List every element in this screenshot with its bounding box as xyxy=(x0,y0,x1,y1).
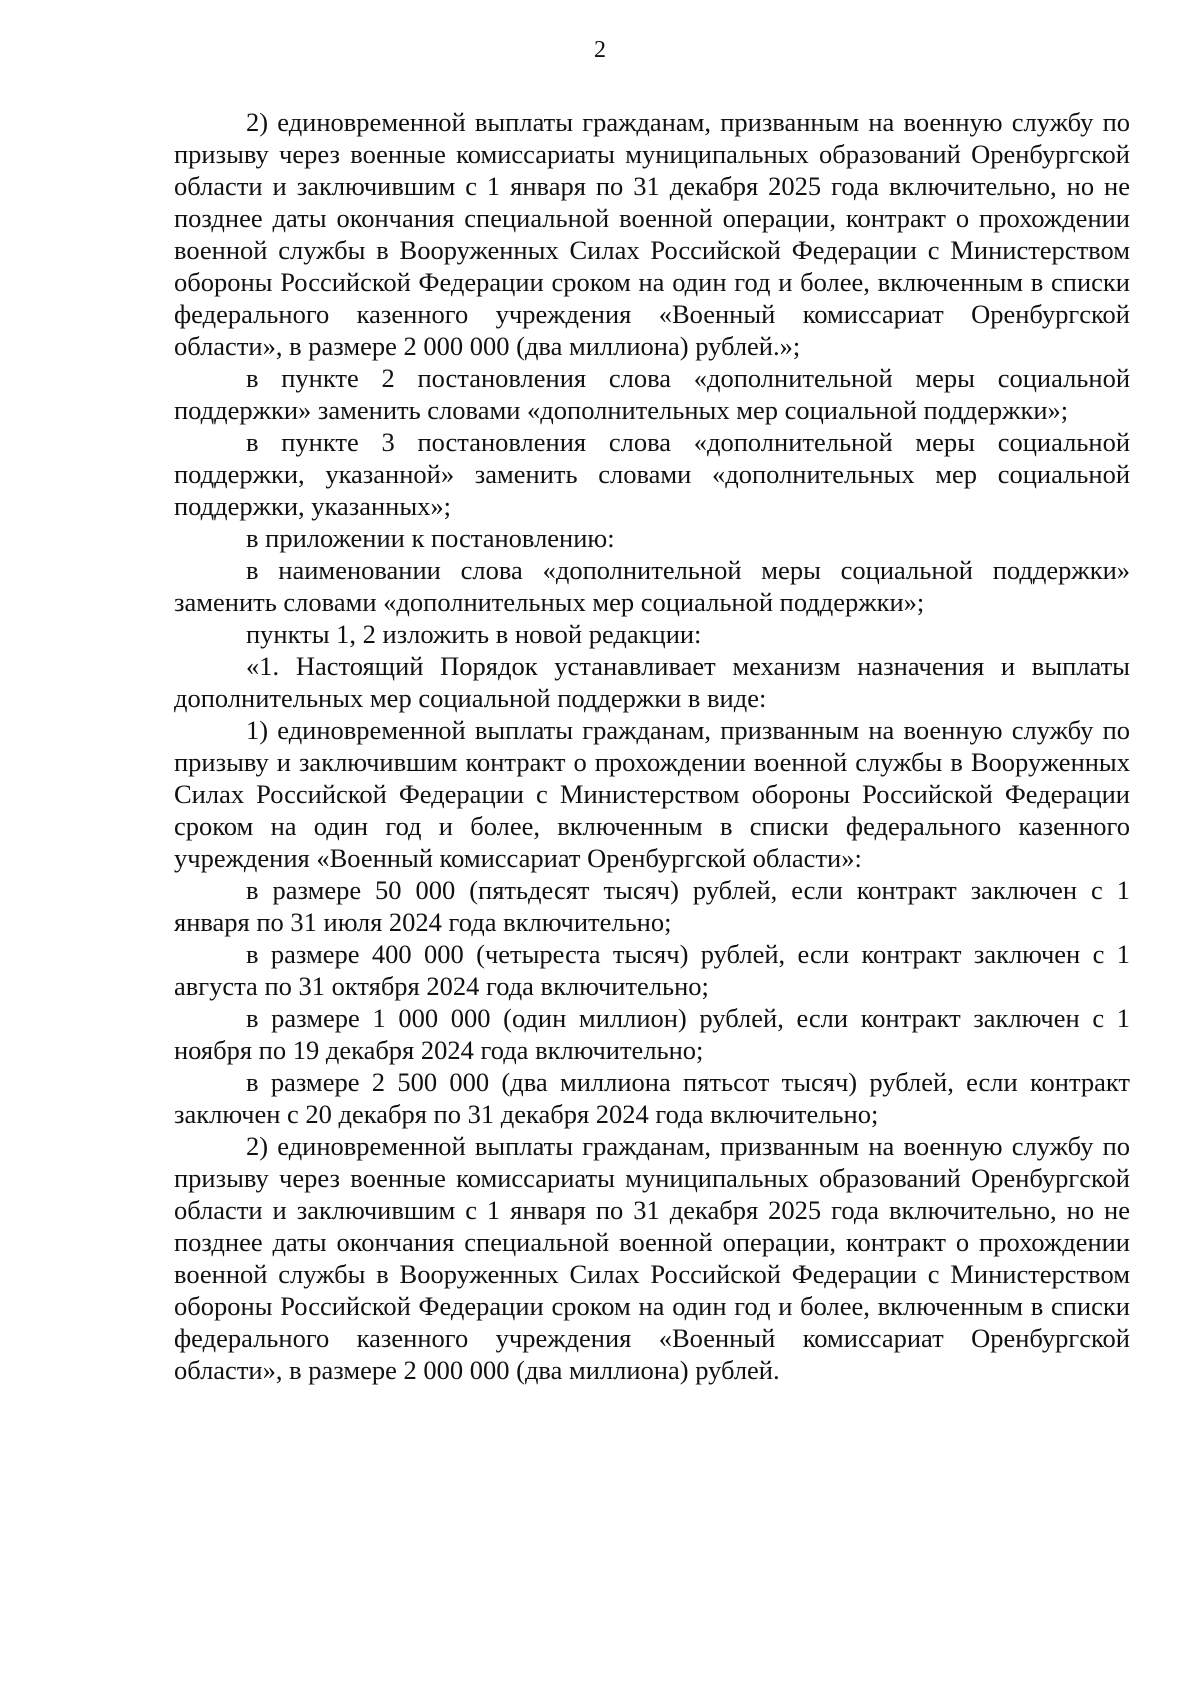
paragraph-title-amendment: в наименовании слова «дополнительной меры социальной поддержки» заменить словами «дополнительных мер социальной поддержки»; xyxy=(174,555,1130,617)
paragraph-procedure-clause-1: «1. Настоящий Порядок устанавливает механизм назначения и выплаты дополнительных мер социальной поддержки в виде: xyxy=(174,651,1130,713)
paragraph-amount-1000000: в размере 1 000 000 (один миллион) рублей, если контракт заключен с 1 ноября по 19 декабря 2024 года включительно; xyxy=(174,1003,1130,1065)
paragraph-item-2-amendment: в пункте 2 постановления слова «дополнительной меры социальной поддержки» заменить словами «дополнительных мер социальной поддержки»; xyxy=(174,363,1130,425)
paragraph-lump-sum-2025: 2) единовременной выплаты гражданам, призванным на военную службу по призыву через военные комиссариаты муниципальных образований Оренбургской области и заключившим с 1 января по 31 декабря 2025 года включительно, но не позднее даты окончания специальной военной операции, контракт о прохождении военной службы в Вооруженных Силах Российской Федерации с Министерством обороны Российской Федерации сроком на один год и более, включенным в списки федерального казенного учреждения «Военный комиссариат Оренбургской области», в размере 2 000 000 (два миллиона) рублей.»; xyxy=(174,107,1130,361)
paragraph-item-3-amendment: в пункте 3 постановления слова «дополнительной меры социальной поддержки, указанной» заменить словами «дополнительных мер социальной поддержки, указанных»; xyxy=(174,427,1130,521)
paragraph-new-wording-intro: пункты 1, 2 изложить в новой редакции: xyxy=(246,619,702,649)
paragraph-amount-400000: в размере 400 000 (четыреста тысяч) рублей, если контракт заключен с 1 августа по 31 октября 2024 года включительно; xyxy=(174,939,1130,1001)
paragraph-subclause-1: 1) единовременной выплаты гражданам, призванным на военную службу по призыву и заключившим контракт о прохождении военной службы в Вооруженных Силах Российской Федерации с Министерством обороны Российской Федерации сроком на один год и более, включенным в списки федерального казенного учреждения «Военный комиссариат Оренбургской области»: xyxy=(174,715,1130,873)
paragraph-subclause-2: 2) единовременной выплаты гражданам, призванным на военную службу по призыву через военные комиссариаты муниципальных образований Оренбургской области и заключившим с 1 января по 31 декабря 2025 года включительно, но не позднее даты окончания специальной военной операции, контракт о прохождении военной службы в Вооруженных Силах Российской Федерации с Министерством обороны Российской Федерации сроком на один год и более, включенным в списки федерального казенного учреждения «Военный комиссариат Оренбургской области», в размере 2 000 000 (два миллиона) рублей. xyxy=(174,1131,1130,1385)
page-number: 2 xyxy=(594,37,606,63)
paragraph-amount-50000: в размере 50 000 (пятьдесят тысяч) рублей, если контракт заключен с 1 января по 31 июля 2024 года включительно; xyxy=(174,875,1130,937)
document-body xyxy=(174,106,1130,1386)
paragraph-amount-2500000: в размере 2 500 000 (два миллиона пятьсот тысяч) рублей, если контракт заключен с 20 декабря по 31 декабря 2024 года включительно; xyxy=(174,1067,1130,1129)
paragraph-appendix-intro: в приложении к постановлению: xyxy=(246,523,615,553)
